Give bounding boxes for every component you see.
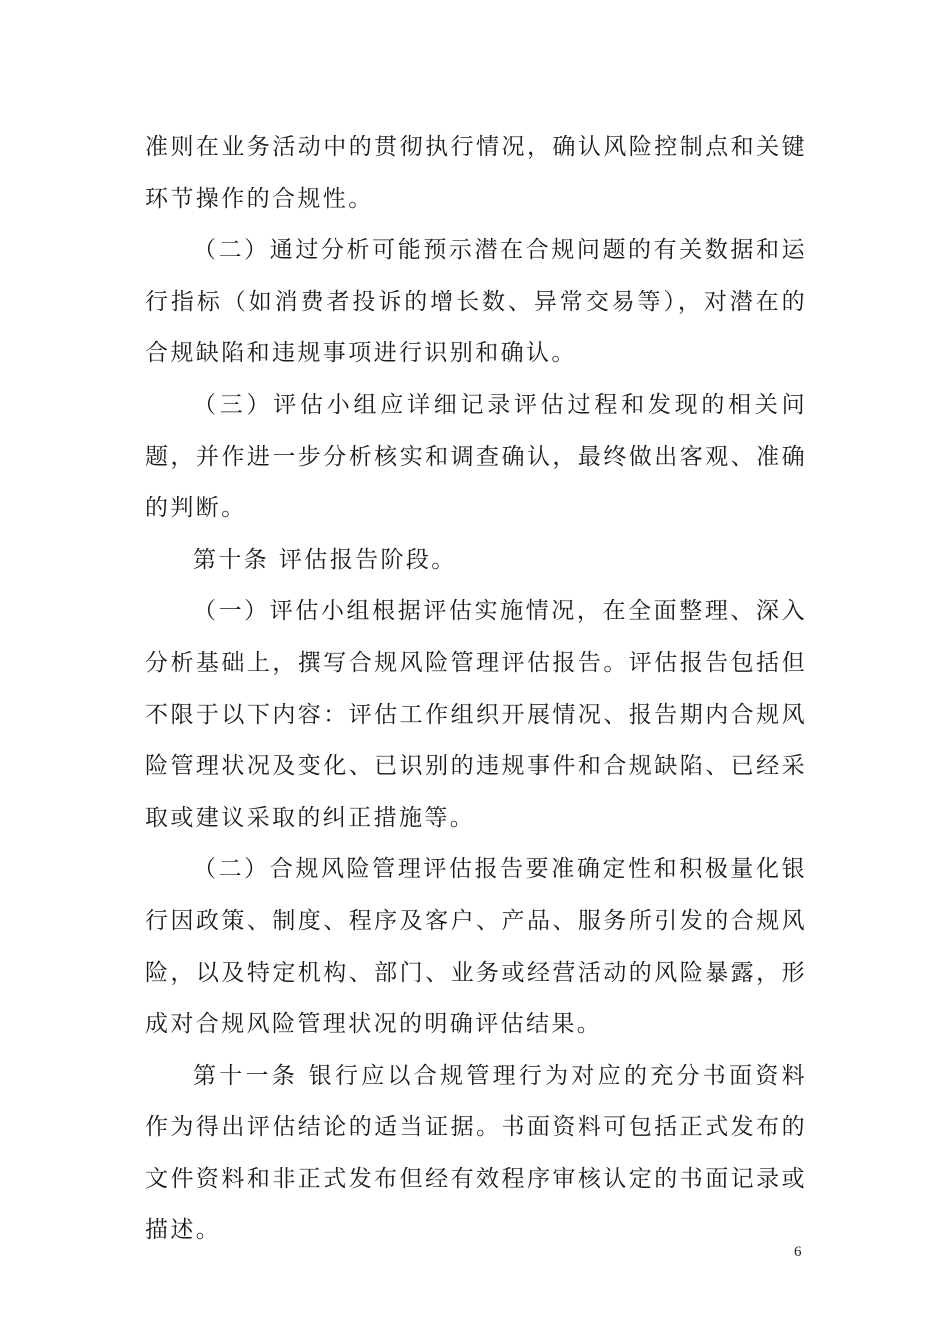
page-number: 6 bbox=[794, 1244, 802, 1260]
article-10-heading: 第十条 评估报告阶段。 bbox=[193, 546, 457, 573]
paragraph-report-item-1: （一）评估小组根据评估实施情况，在全面整理、深入分析基础上，撰写合规风险管理评估报告。评估报告包括但不限于以下内容：评估工作组织开展情况、报告期内合规风险管理状况及变化、已识别的违规事件和合规缺陷、已经采取或建议采取的纠正措施等。 bbox=[145, 598, 807, 831]
paragraph-item-2: （二）通过分析可能预示潜在合规问题的有关数据和运行指标（如消费者投诉的增长数、异常交易等），对潜在的合规缺陷和违规事项进行识别和确认。 bbox=[145, 237, 807, 367]
paragraph-item-3: （三）评估小组应详细记录评估过程和发现的相关问题，并作进一步分析核实和调查确认，最终做出客观、准确的判断。 bbox=[145, 391, 807, 522]
document-body bbox=[145, 122, 807, 1257]
paragraph-report-item-2: （二）合规风险管理评估报告要准确定性和积极量化银行因政策、制度、程序及客户、产品、服务所引发的合规风险，以及特定机构、部门、业务或经营活动的风险暴露，形成对合规风险管理状况的明确评估结果。 bbox=[145, 856, 807, 1038]
paragraph-continuation: 准则在业务活动中的贯彻执行情况，确认风险控制点和关键环节操作的合规性。 bbox=[145, 134, 807, 212]
article-11-paragraph: 第十一条 银行应以合规管理行为对应的充分书面资料作为得出评估结论的适当证据。书面资料可包括正式发布的文件资料和非正式发布但经有效程序审核认定的书面记录或描述。 bbox=[145, 1062, 807, 1244]
